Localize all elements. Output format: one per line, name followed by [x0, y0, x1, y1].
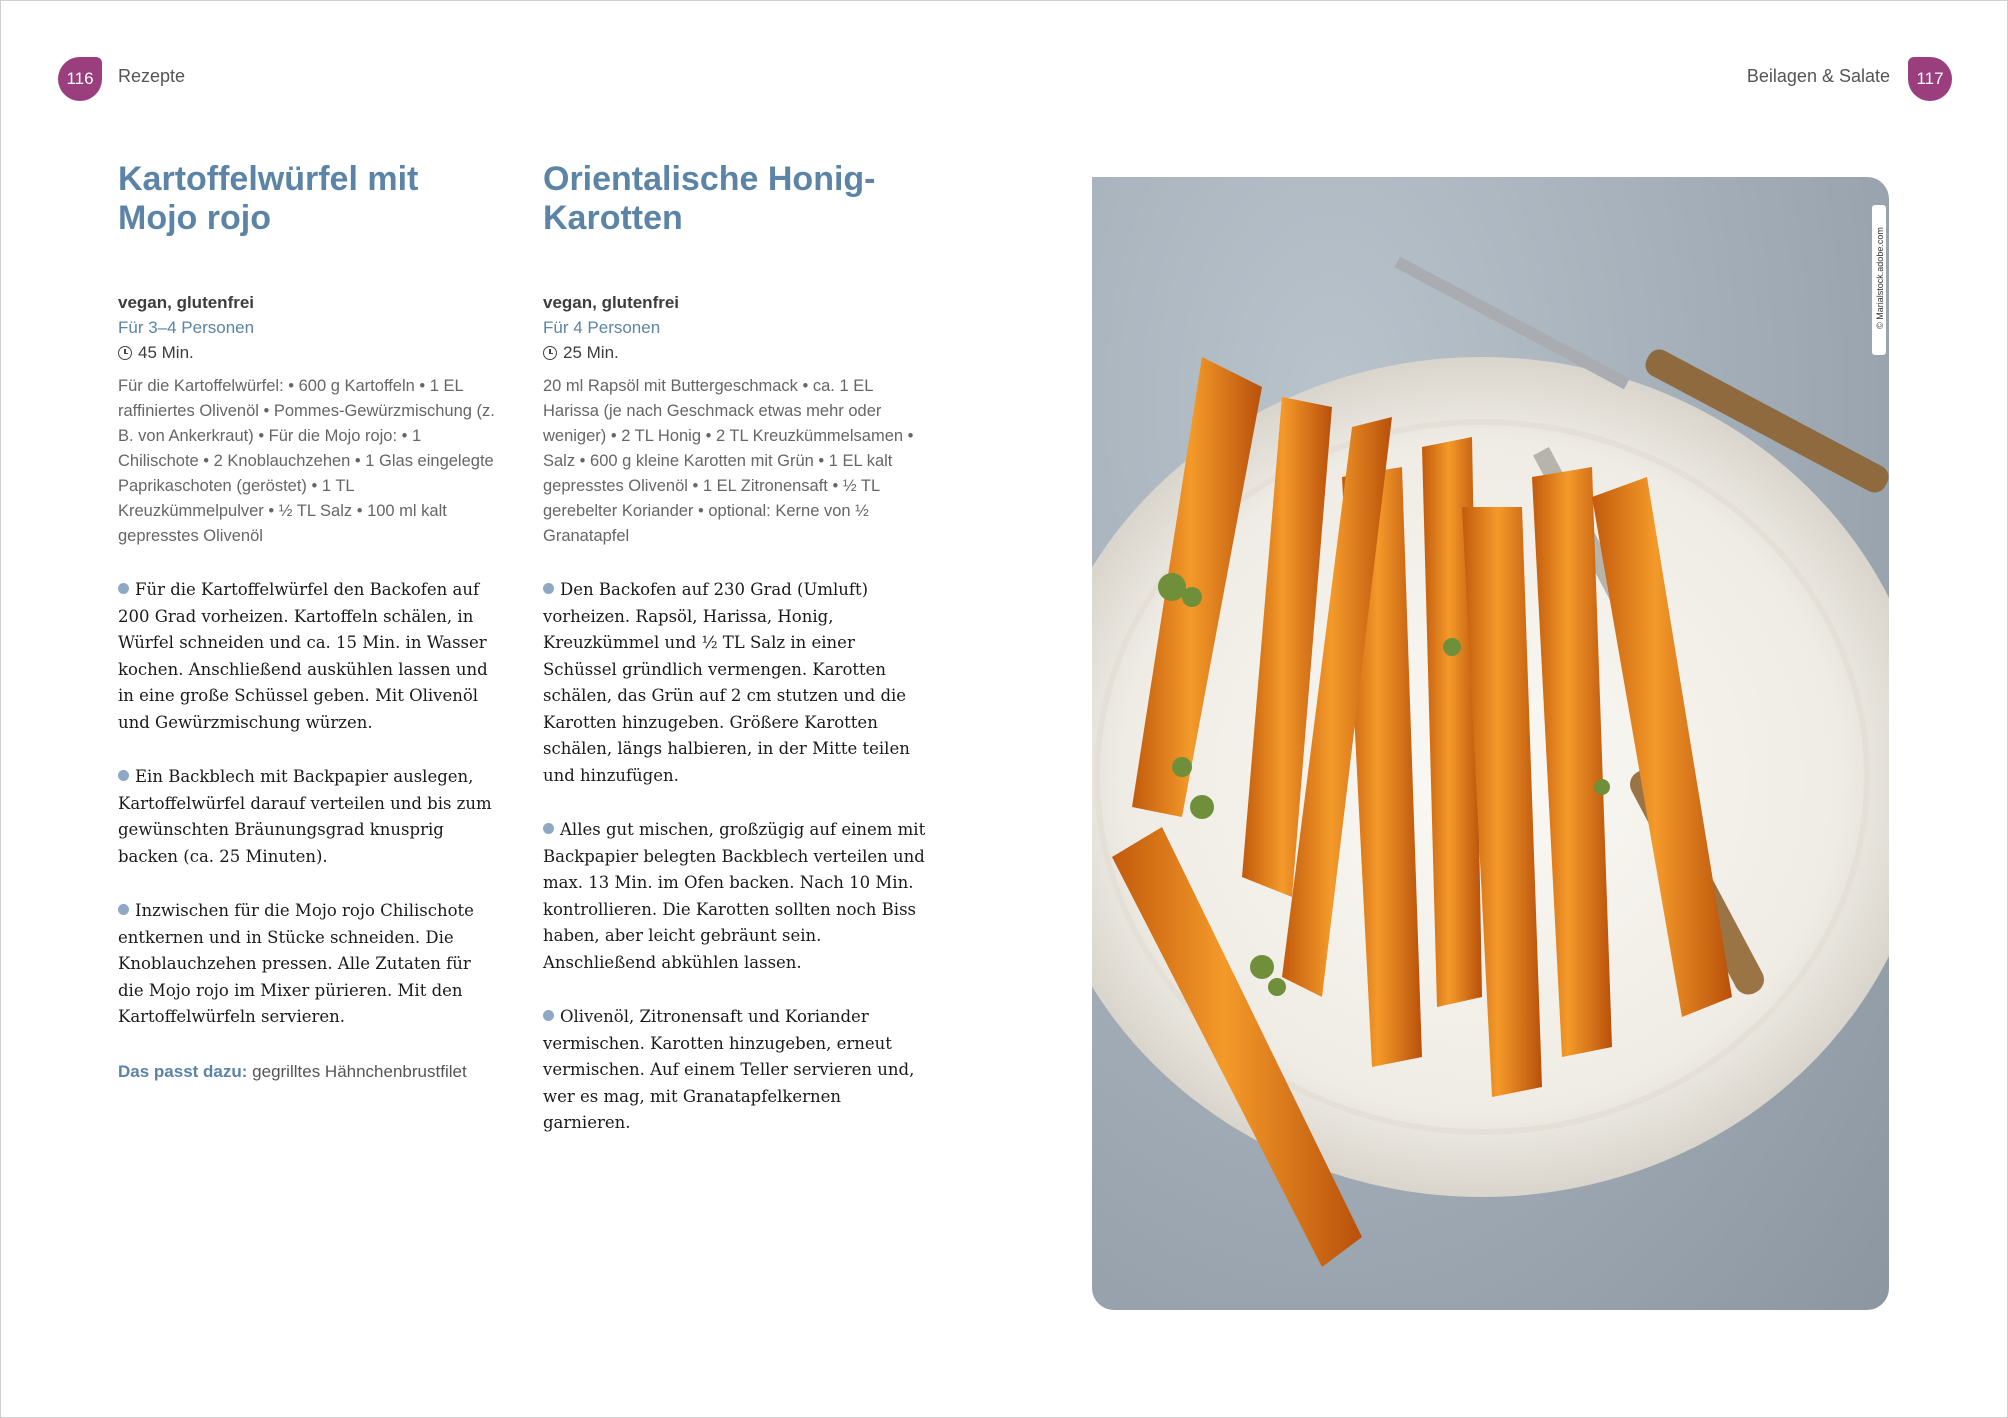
- step-text: Alles gut mischen, großzügig auf einem mit Backpapier belegten Backblech verteilen und max. 13 Min. im Ofen backen. Nach 10 Min. kontrollieren. Die Karotten sollten noch Biss haben, aber leicht gebräunt sein. Anschließend abkühlen lassen.: [543, 820, 926, 972]
- diet-label: vegan, glutenfrei: [543, 293, 680, 312]
- tip-label: Das passt dazu:: [118, 1061, 248, 1081]
- step-2: [118, 764, 498, 870]
- prep-time-value: 25 Min.: [563, 343, 619, 362]
- clock-icon: [118, 346, 132, 360]
- left-running-head: Rezepte: [118, 66, 186, 86]
- servings: Für 3–4 Personen: [118, 318, 255, 337]
- step-2: [543, 817, 927, 976]
- bullet-icon: [118, 583, 129, 594]
- bullet-icon: [543, 1010, 554, 1021]
- step-text: Den Backofen auf 230 Grad (Umluft) vorheizen. Rapsöl, Harissa, Honig, Kreuzkümmel und ½ TL Salz in einer Schüssel gründlich vermengen. Karotten schälen, das Grün auf 2 cm stutzen und die Karotten hinzugeben. Größere Karotten schälen, längs halbieren, in der Mitte teilen und hinzufügen.: [543, 580, 910, 785]
- right-running-head: Beilagen & Salate: [1746, 66, 1890, 86]
- prep-time: [118, 340, 498, 365]
- carrots-photo-illustration: [1092, 177, 1889, 1310]
- recipe-photo: [1092, 177, 1889, 1310]
- bullet-icon: [543, 823, 554, 834]
- prep-time: [543, 340, 927, 365]
- bullet-icon: [118, 770, 129, 781]
- photo-credit: [1872, 205, 1886, 355]
- tip-text: gegrilltes Hähnchenbrustfilet: [247, 1061, 467, 1081]
- diet-label: vegan, glutenfrei: [118, 293, 255, 312]
- step-text: Olivenöl, Zitronensaft und Koriander vermischen. Karotten hinzugeben, erneut vermischen. Auf einem Teller servieren und, wer es mag, mit Granatapfelkernen garnieren.: [543, 1007, 915, 1132]
- step-3: [118, 898, 498, 1031]
- step-text: Inzwischen für die Mojo rojo Chilischote entkernen und in Stücke schneiden. Die Knoblauchzehen pressen. Alle Zutaten für die Mojo rojo im Mixer pürieren. Mit den Kartoffelwürfeln servieren.: [118, 901, 474, 1026]
- pairing-tip: [118, 1059, 498, 1085]
- recipe-honig-karotten: [543, 160, 927, 1137]
- recipe-title: Kartoffelwürfel mit Mojo rojo: [118, 160, 419, 237]
- step-1: [543, 577, 927, 789]
- recipe-title: Orientalische Honig-Karotten: [543, 160, 876, 237]
- bullet-icon: [118, 904, 129, 915]
- prep-time-value: 45 Min.: [138, 343, 194, 362]
- bullet-icon: [543, 583, 554, 594]
- clock-icon: [543, 346, 557, 360]
- step-text: Ein Backblech mit Backpapier auslegen, Kartoffelwürfel darauf verteilen und bis zum gewünschten Bräunungsgrad knusprig backen (ca. 25 Minuten).: [118, 767, 492, 866]
- step-1: [118, 577, 498, 736]
- right-page-number: 117: [1908, 57, 1952, 101]
- step-3: [543, 1004, 927, 1137]
- photo-credit-text: © Marialstock.adobe.com: [1875, 227, 1885, 329]
- ingredients-list: 20 ml Rapsöl mit Buttergeschmack • ca. 1 EL Harissa (je nach Geschmack etwas mehr oder weniger) • 2 TL Honig • 2 TL Kreuzkümmelsamen • Salz • 600 g kleine Karotten mit Grün • 1 EL kalt gepresstes Olivenöl • 1 EL Zitronensaft • ½ TL gerebelter Koriander • optional: Kerne von ½ Granatapfel: [543, 377, 914, 545]
- left-page-number: 116: [58, 57, 102, 101]
- step-text: Für die Kartoffelwürfel den Backofen auf 200 Grad vorheizen. Kartoffeln schälen, in Würfel schneiden und ca. 15 Min. in Wasser kochen. Anschließend auskühlen lassen und in eine große Schüssel geben. Mit Olivenöl und Gewürzmischung würzen.: [118, 580, 488, 732]
- servings: Für 4 Personen: [543, 318, 661, 337]
- recipe-kartoffelwuerfel: [118, 160, 498, 1085]
- ingredients-list: Für die Kartoffelwürfel: • 600 g Kartoffeln • 1 EL raffiniertes Olivenöl • Pommes-Gewürzmischung (z. B. von Ankerkraut) • Für die Mojo rojo: • 1 Chilischote • 2 Knoblauchzehen • 1 Glas eingelegte Paprikaschoten (geröstet) • 1 TL Kreuzkümmelpulver • ½ TL Salz • 100 ml kalt gepresstes Olivenöl: [118, 377, 495, 545]
